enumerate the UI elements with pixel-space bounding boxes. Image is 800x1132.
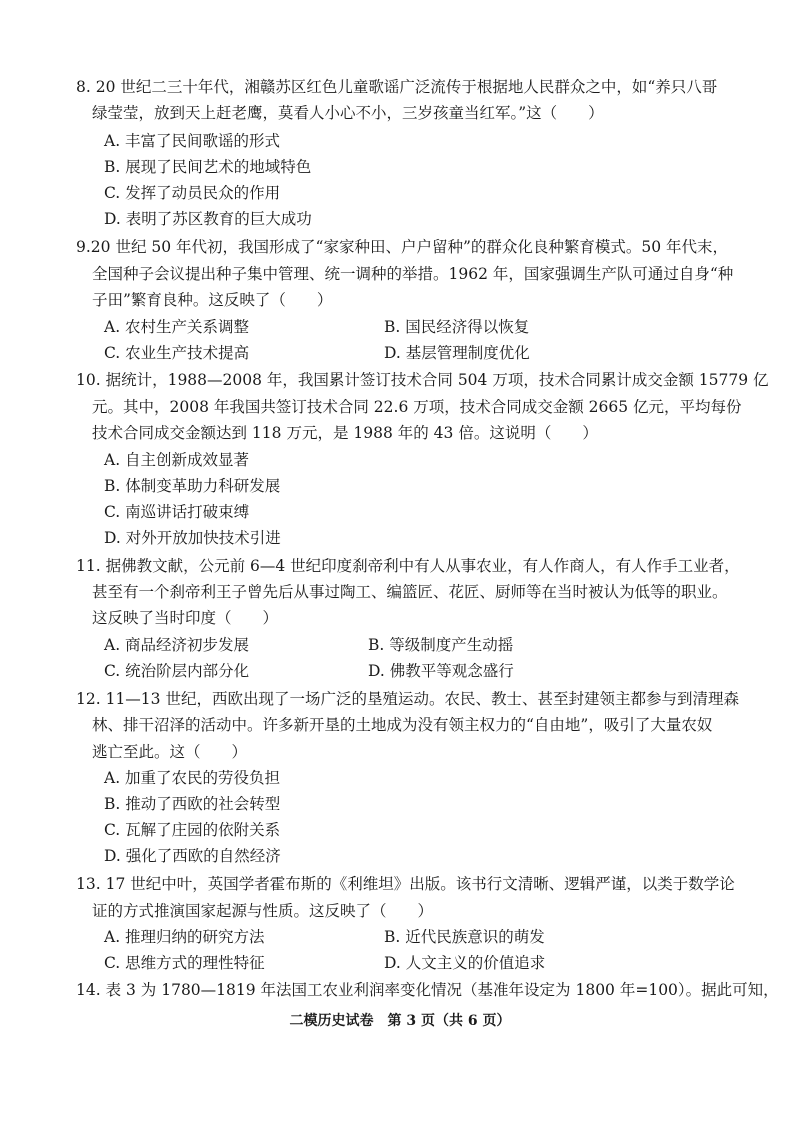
q11-option-d: D. 佛教平等观念盛行 [368, 662, 514, 680]
q11-stem-line1: 11. 据佛教文献，公元前 6—4 世纪印度刹帝利中有人从事农业，有人作商人，有人作手工业者， [76, 557, 740, 575]
q9-option-a: A. 农村生产关系调整 [104, 318, 250, 336]
q13-stem-line2: 证的方式推演国家起源与性质。这反映了（ ） [92, 902, 434, 920]
q9-stem-line3: 子田”繁育良种。这反映了（ ） [92, 291, 333, 309]
q11-stem-line3: 这反映了当时印度（ ） [92, 609, 279, 627]
q9-option-c: C. 农业生产技术提高 [104, 344, 250, 362]
q12-option-c: C. 瓦解了庄园的依附关系 [104, 821, 281, 839]
q10-option-d: D. 对外开放加快技术引进 [104, 529, 281, 547]
q9-stem-line1: 9.20 世纪 50 年代初，我国形成了“家家种田、户户留种”的群众化良种繁育模式。50 年代末， [76, 238, 729, 256]
q12-stem-line3: 逃亡至此。这（ ） [92, 743, 248, 761]
q12-stem-line1: 12. 11—13 世纪，西欧出现了一场广泛的垦殖运动。农民、教士、甚至封建领主都参与到清理森 [76, 690, 739, 708]
q14-stem-line1: 14. 表 3 为 1780—1819 年法国工农业利润率变化情况（基准年设定为 1800 年=100）。据此可知， [76, 981, 779, 999]
q10-option-c: C. 南巡讲话打破束缚 [104, 503, 250, 521]
q8-option-b: B. 展现了民间艺术的地域特色 [104, 158, 312, 176]
q12-option-b: B. 推动了西欧的社会转型 [104, 795, 281, 813]
q9-option-d: D. 基层管理制度优化 [384, 344, 530, 362]
page-footer: 二模历史试卷 第 3 页（共 6 页） [289, 1013, 511, 1029]
q13-option-b: B. 近代民族意识的萌发 [384, 928, 545, 946]
q13-stem-line1: 13. 17 世纪中叶，英国学者霍布斯的《利维坦》出版。该书行文清晰、逻辑严谨，以类于数学论 [76, 875, 735, 893]
q10-option-b: B. 体制变革助力科研发展 [104, 477, 281, 495]
q13-option-d: D. 人文主义的价值追求 [384, 954, 546, 972]
q10-stem-line1: 10. 据统计，1988—2008 年，我国累计签订技术合同 504 万项，技术合同累计成交金额 15779 亿 [76, 371, 769, 389]
q8-option-c: C. 发挥了动员民众的作用 [104, 184, 281, 202]
q13-option-a: A. 推理归纳的研究方法 [104, 928, 265, 946]
q8-stem-line2: 绿莹莹，放到天上赶老鹰，莫看人小心不小，三岁孩童当红军。”这（ ） [92, 104, 604, 122]
q12-option-d: D. 强化了西欧的自然经济 [104, 847, 281, 865]
q12-stem-line2: 林、排干沼泽的活动中。许多新开垦的土地成为没有领主权力的“自由地”，吸引了大量农奴 [92, 716, 713, 734]
q11-stem-line2: 甚至有一个刹帝利王子曾先后从事过陶工、编篮匠、花匠、厨师等在当时被认为低等的职业。 [92, 583, 728, 601]
q10-stem-line3: 技术合同成交金额达到 118 万元，是 1988 年的 43 倍。这说明（ ） [92, 424, 598, 442]
q13-option-c: C. 思维方式的理性特征 [104, 954, 265, 972]
q11-option-b: B. 等级制度产生动摇 [368, 636, 514, 654]
q8-stem-line1: 8. 20 世纪二三十年代，湘赣苏区红色儿童歌谣广泛流传于根据地人民群众之中，如“养只八哥 [76, 78, 718, 96]
q11-option-c: C. 统治阶层内部分化 [104, 662, 250, 680]
q10-option-a: A. 自主创新成效显著 [104, 451, 250, 469]
q8-option-d: D. 表明了苏区教育的巨大成功 [104, 210, 312, 228]
q10-stem-line2: 元。其中，2008 年我国共签订技术合同 22.6 万项，技术合同成交金额 2665 亿元，平均每份 [92, 398, 742, 416]
q9-option-b: B. 国民经济得以恢复 [384, 318, 530, 336]
q8-option-a: A. 丰富了民间歌谣的形式 [104, 132, 281, 150]
q11-option-a: A. 商品经济初步发展 [104, 636, 250, 654]
q12-option-a: A. 加重了农民的劳役负担 [104, 769, 281, 787]
q9-stem-line2: 全国种子会议提出种子集中管理、统一调种的举措。1962 年，国家强调生产队可通过自身“种 [92, 265, 734, 283]
